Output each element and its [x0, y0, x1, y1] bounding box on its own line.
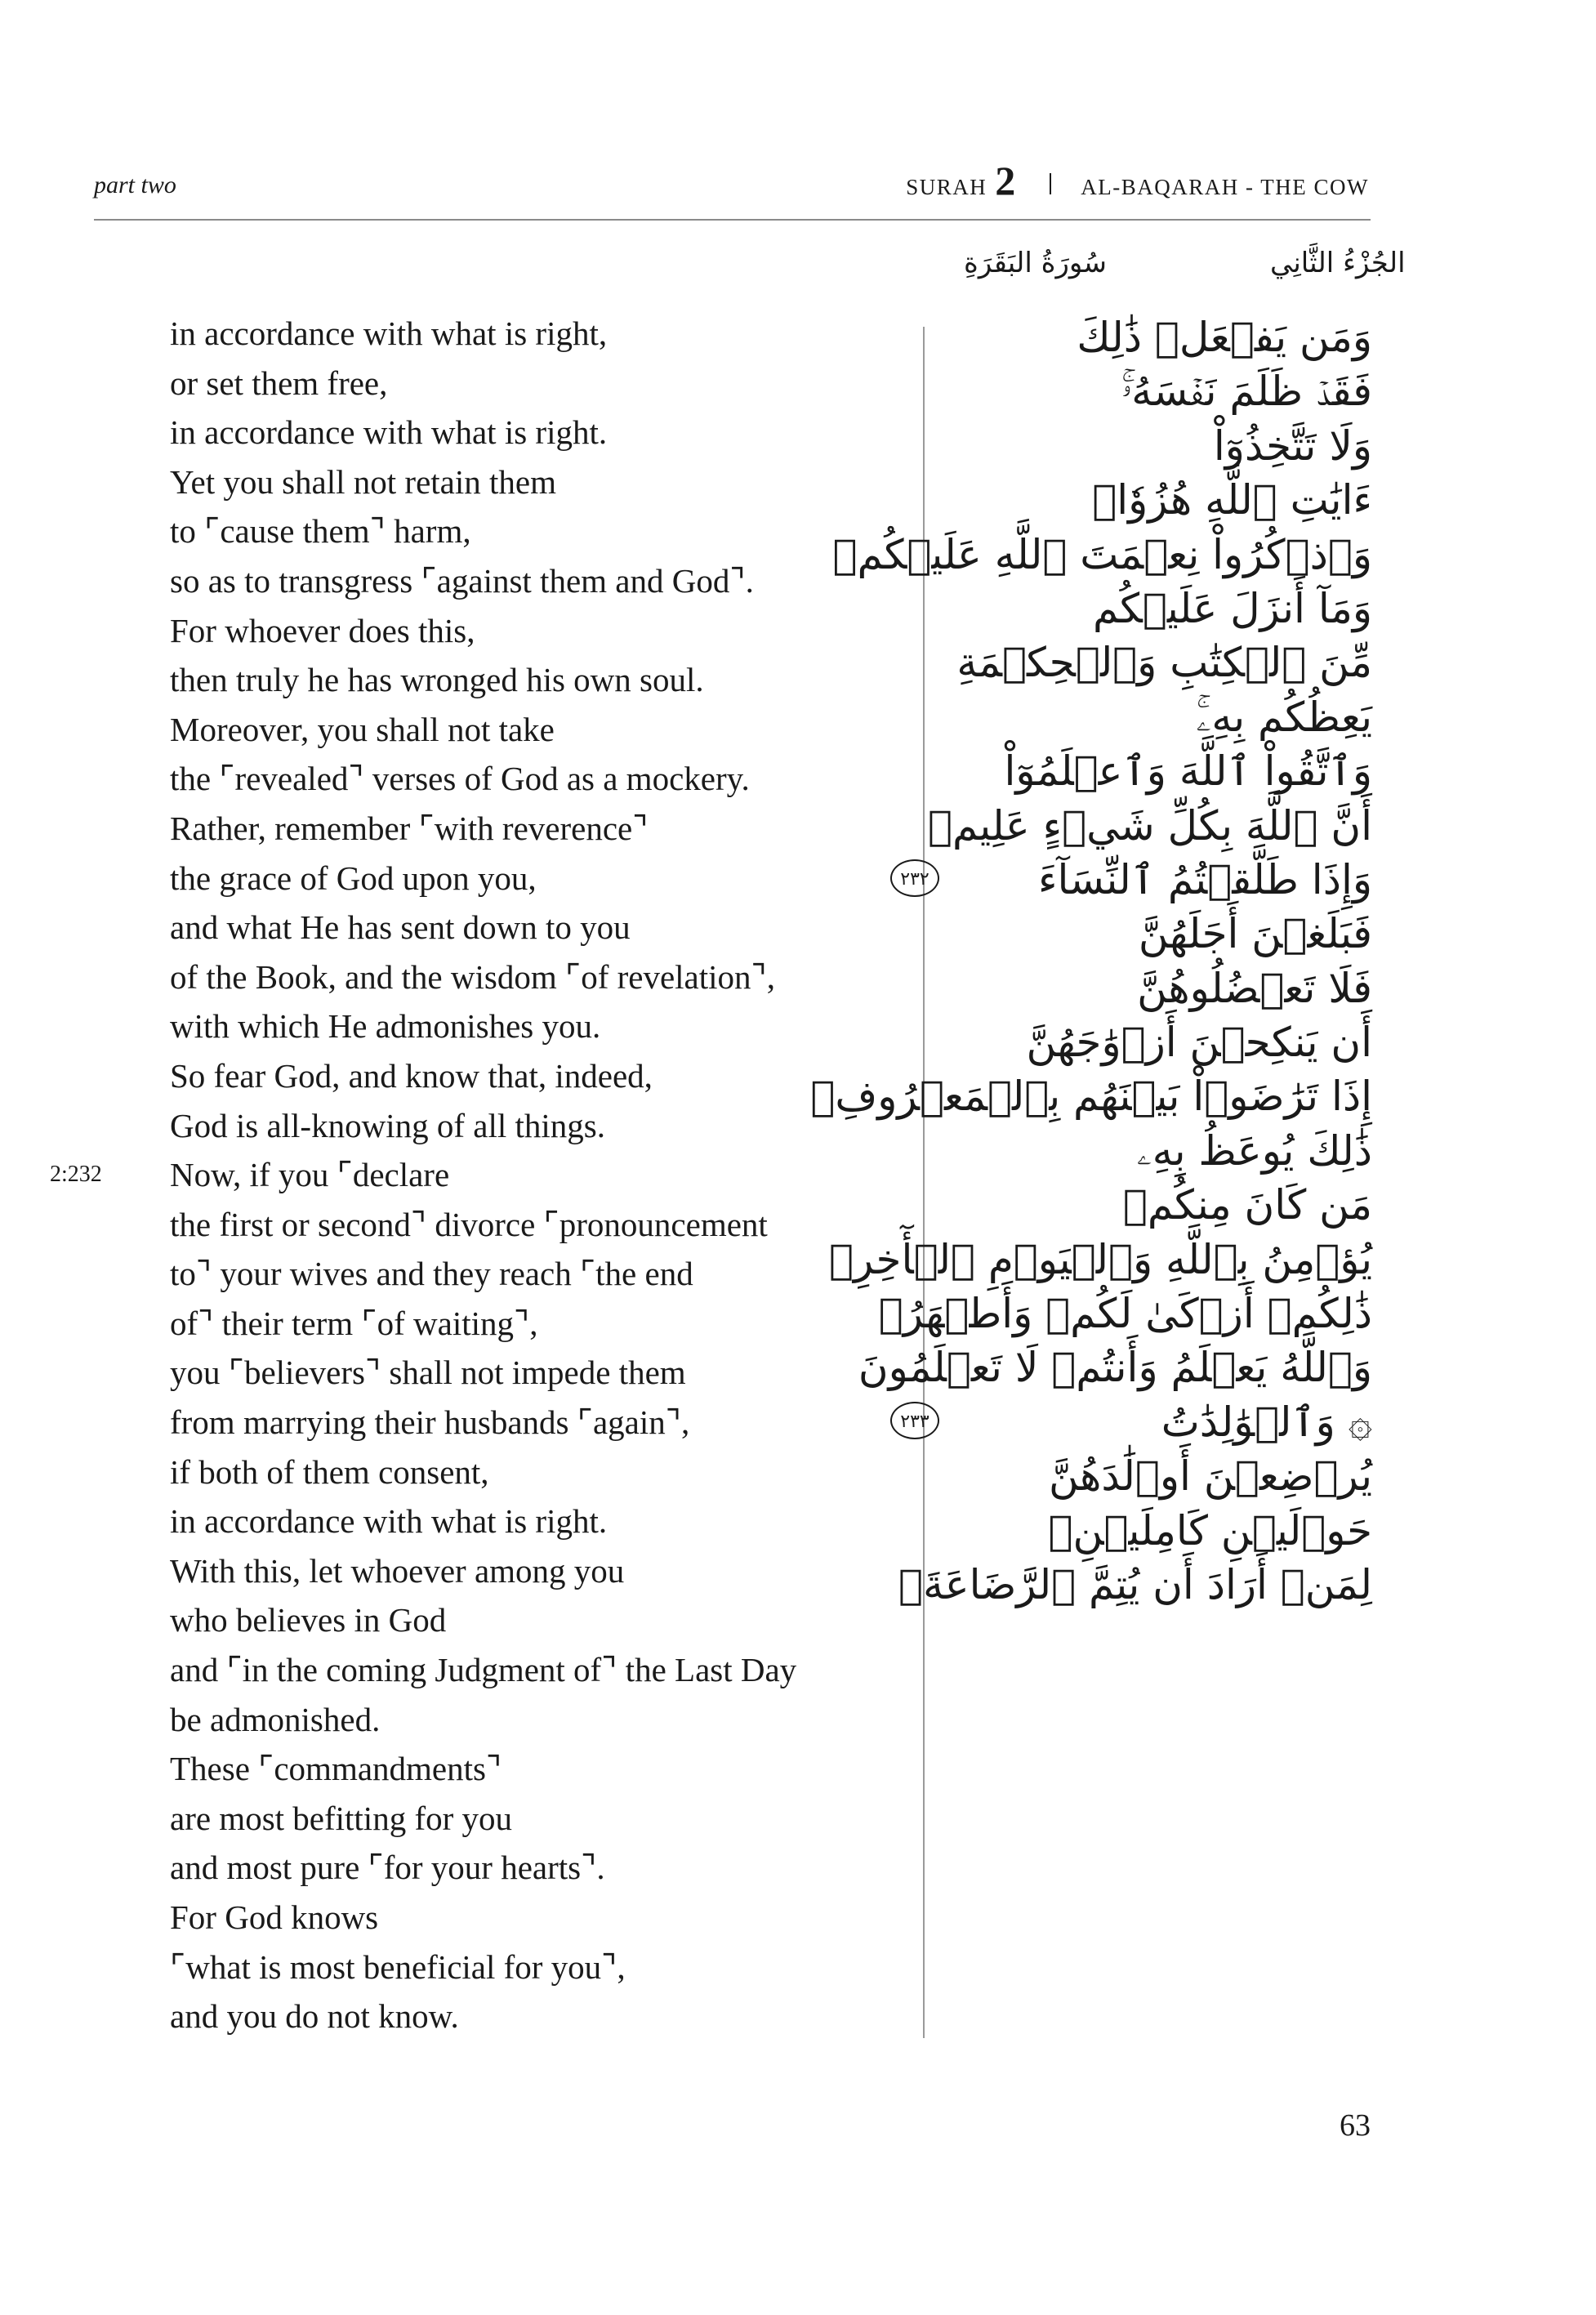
english-line-text: or set them free,: [170, 364, 388, 402]
arabic-line: [964, 961, 1372, 1015]
english-line-text: God is all-knowing of all things.: [170, 1106, 605, 1144]
running-header-part: part two: [94, 172, 176, 198]
english-line-text: to⌝ your wives and they reach ⌜the end: [170, 1255, 693, 1293]
arabic-line-text: وَلَا تَتَّخِذُوٓاْ: [1213, 422, 1372, 470]
english-line-text: you ⌜believers⌝ shall not impede them: [170, 1354, 686, 1392]
arabic-line-text: ۞ وَٱلۡوَٰلِدَٰتُ: [1161, 1398, 1372, 1446]
arabic-line-text: أَن يَنكِحۡنَ أَزۡوَٰجَهُنَّ: [1026, 1019, 1372, 1067]
arabic-line: [964, 582, 1372, 636]
english-line: [170, 1200, 905, 1250]
english-line: [170, 309, 905, 359]
arabic-surah-heading: سُورَةُ البَقَرَةِ: [964, 247, 1107, 279]
english-line: [170, 1992, 905, 2041]
english-line: [170, 457, 905, 507]
english-line-text: the ⌜revealed⌝ verses of God as a mockery.: [170, 760, 750, 798]
english-line-text: Rather, remember ⌜with reverence⌝: [170, 809, 649, 847]
english-line: [170, 1893, 905, 1943]
english-line: [170, 1299, 905, 1349]
english-line-text: of the Book, and the wisdom ⌜of revelation⌝,: [170, 957, 775, 996]
surah-name: AL-BAQARAH - THE COW: [1081, 175, 1369, 199]
ayah-number-marker: ٢٣٣: [890, 1402, 939, 1439]
arabic-line-text: أَنَّ ٱللَّهَ بِكُلِّ شَيۡءٍ عَلِيمٞ: [927, 801, 1372, 850]
english-line-text: are most befitting for you: [170, 1799, 513, 1837]
arabic-line-text: وَٱذۡكُرُواْ نِعۡمَتَ ٱللَّهِ عَلَيۡكُمۡ: [832, 530, 1372, 578]
english-line-text: These ⌜commandments⌝: [170, 1750, 502, 1788]
arabic-line: [964, 1449, 1372, 1503]
english-line-text: ⌜what is most beneficial for you⌝,: [170, 1947, 626, 1986]
english-line: [170, 506, 905, 556]
english-line-text: in accordance with what is right.: [170, 1502, 608, 1541]
header-separator: [1050, 173, 1051, 194]
arabic-line: [964, 744, 1372, 798]
english-line-text: With this, let whoever among you: [170, 1551, 625, 1590]
arabic-part-heading: الجُزْءُ الثَّانِي: [1270, 247, 1406, 279]
arabic-line-text: فَلَا تَعۡضُلُوهُنَّ: [1137, 964, 1372, 1012]
english-line-text: and you do not know.: [170, 1997, 459, 2036]
arabic-line-text: وَمَن يَفۡعَلۡ ذَٰلِكَ: [1077, 314, 1372, 361]
header-rule: [94, 219, 1371, 221]
english-line: [170, 952, 905, 1002]
english-line: [170, 1496, 905, 1546]
surah-number: 2: [995, 158, 1016, 203]
arabic-line: [810, 1069, 1372, 1123]
english-line: [170, 705, 905, 755]
english-line-text: Now, if you ⌜declare: [170, 1156, 450, 1194]
english-line: [170, 1695, 905, 1745]
running-header-surah: [906, 157, 1369, 204]
arabic-line-text: مِّنَ ٱلۡكِتَٰبِ وَٱلۡحِكۡمَةِ: [956, 639, 1372, 687]
arabic-line: [964, 690, 1372, 744]
english-line: [170, 1595, 905, 1645]
page-number: 63: [1340, 2108, 1371, 2143]
english-line: [170, 1249, 905, 1299]
arabic-line: [858, 1340, 1372, 1394]
arabic-line-text: وَمَآ أَنزَلَ عَلَيۡكُم: [1092, 584, 1372, 632]
english-line: [170, 804, 905, 854]
english-line-text: of⌝ their term ⌜of waiting⌝,: [170, 1304, 538, 1342]
column-divider: [923, 327, 925, 2038]
english-line-text: and what He has sent down to you: [170, 908, 631, 947]
arabic-line-text: وَٱتَّقُواْ ٱللَّهَ وَٱعۡلَمُوٓاْ: [1004, 747, 1372, 796]
arabic-line: [832, 528, 1372, 582]
english-line-text: who believes in God: [170, 1601, 447, 1639]
english-line: [170, 1398, 905, 1447]
arabic-line-text: وَإِذَا طَلَّقۡتُمُ ٱلنِّسَآءَ: [1038, 855, 1372, 903]
english-line-text: the first or second⌝ divorce ⌜pronouncement: [170, 1205, 768, 1243]
english-line-text: from marrying their husbands ⌜again⌝,: [170, 1403, 690, 1442]
arabic-line-text: ذَٰلِكَ يُوعَظُ بِهِۦ: [1136, 1126, 1372, 1175]
english-line-text: Moreover, you shall not take: [170, 710, 555, 748]
english-line: [170, 1001, 905, 1051]
arabic-line: [828, 1233, 1372, 1287]
arabic-line-text: فَقَدۡ ظَلَمَ نَفۡسَهُۥۚ: [1121, 368, 1372, 416]
arabic-line-text: ءَايَٰتِ ٱللَّهِ هُزُوٗاۚ: [1092, 476, 1372, 524]
english-line: [170, 359, 905, 408]
arabic-line: [898, 1558, 1372, 1612]
english-line: [170, 1101, 905, 1151]
arabic-line: [964, 364, 1372, 418]
arabic-line-text: يُؤۡمِنُ بِٱللَّهِ وَٱلۡيَوۡمِ ٱلۡأٓخِرِۗ: [828, 1235, 1372, 1283]
english-line-text: So fear God, and know that, indeed,: [170, 1056, 653, 1095]
english-line: [170, 1447, 905, 1497]
english-line-text: be admonished.: [170, 1700, 381, 1738]
arabic-line-text: حَوۡلَيۡنِ كَامِلَيۡنِۖ: [1048, 1506, 1372, 1554]
english-line: [170, 408, 905, 457]
arabic-line-text: وَٱللَّهُ يَعۡلَمُ وَأَنتُمۡ لَا تَعۡلَمُونَ: [858, 1344, 1372, 1392]
surah-label: SURAH: [906, 175, 987, 199]
arabic-line: [964, 1504, 1372, 1558]
ayah-number-marker: ٢٣٢: [890, 859, 939, 897]
english-line-text: the grace of God upon you,: [170, 859, 537, 897]
arabic-line-text: لِمَنۡ أَرَادَ أَن يُتِمَّ ٱلرَّضَاعَةَۚ: [898, 1560, 1372, 1608]
verse-reference: 2:232: [50, 1162, 102, 1188]
english-line-text: with which He admonishes you.: [170, 1007, 601, 1046]
english-line: [170, 1843, 905, 1893]
english-line-text: For whoever does this,: [170, 611, 475, 649]
arabic-line-text: مَن كَانَ مِنكُمۡ: [1122, 1181, 1372, 1229]
english-line: [170, 1546, 905, 1596]
english-line: [170, 655, 905, 705]
arabic-line: [964, 473, 1372, 527]
english-line: [170, 1943, 905, 1992]
english-line: [170, 606, 905, 656]
english-line-text: then truly he has wronged his own soul.: [170, 661, 704, 699]
english-line: [170, 1051, 905, 1101]
english-line-text: so as to transgress ⌜against them and God⌝.: [170, 561, 754, 600]
arabic-line: [900, 1395, 1372, 1449]
english-line: [170, 1348, 905, 1398]
english-line: [50, 1150, 905, 1200]
english-line-text: For God knows: [170, 1898, 379, 1936]
arabic-line: [927, 799, 1372, 853]
english-line: [170, 903, 905, 952]
arabic-line-text: ذَٰلِكُمۡ أَزۡكَىٰ لَكُمۡ وَأَطۡهَرُۗ: [878, 1290, 1372, 1338]
english-line: [170, 556, 905, 606]
english-line-text: in accordance with what is right.: [170, 413, 608, 452]
english-line: [170, 1744, 905, 1794]
arabic-column: [810, 310, 1372, 1612]
english-line-text: in accordance with what is right,: [170, 314, 608, 352]
arabic-line: [964, 310, 1372, 364]
english-line-text: and most pure ⌜for your hearts⌝.: [170, 1849, 605, 1887]
arabic-line: [964, 1124, 1372, 1178]
english-line-text: Yet you shall not retain them: [170, 462, 556, 501]
arabic-line-text: إِذَا تَرَٰضَوۡاْ بَيۡنَهُم بِٱلۡمَعۡرُوفِۗ: [810, 1073, 1372, 1121]
english-line: [170, 1794, 905, 1844]
arabic-line-text: يُرۡضِعۡنَ أَوۡلَٰدَهُنَّ: [1049, 1452, 1372, 1501]
arabic-line: [964, 1015, 1372, 1069]
arabic-line: [900, 853, 1372, 907]
english-line-text: if both of them consent,: [170, 1452, 489, 1491]
english-line: [170, 754, 905, 804]
english-column: [50, 309, 905, 2041]
arabic-line: [964, 907, 1372, 961]
english-line-text: to ⌜cause them⌝ harm,: [170, 512, 471, 551]
arabic-line: [964, 1178, 1372, 1232]
arabic-line: [956, 636, 1372, 689]
arabic-line: [878, 1287, 1372, 1340]
arabic-line-text: فَبَلَغۡنَ أَجَلَهُنَّ: [1138, 910, 1372, 958]
english-line-text: and ⌜in the coming Judgment of⌝ the Last Day: [170, 1651, 797, 1689]
english-line: [170, 1645, 905, 1695]
arabic-line-text: يَعِظُكُم بِهِۦۚ: [1196, 693, 1372, 741]
english-line: [170, 854, 905, 903]
arabic-line: [964, 419, 1372, 473]
